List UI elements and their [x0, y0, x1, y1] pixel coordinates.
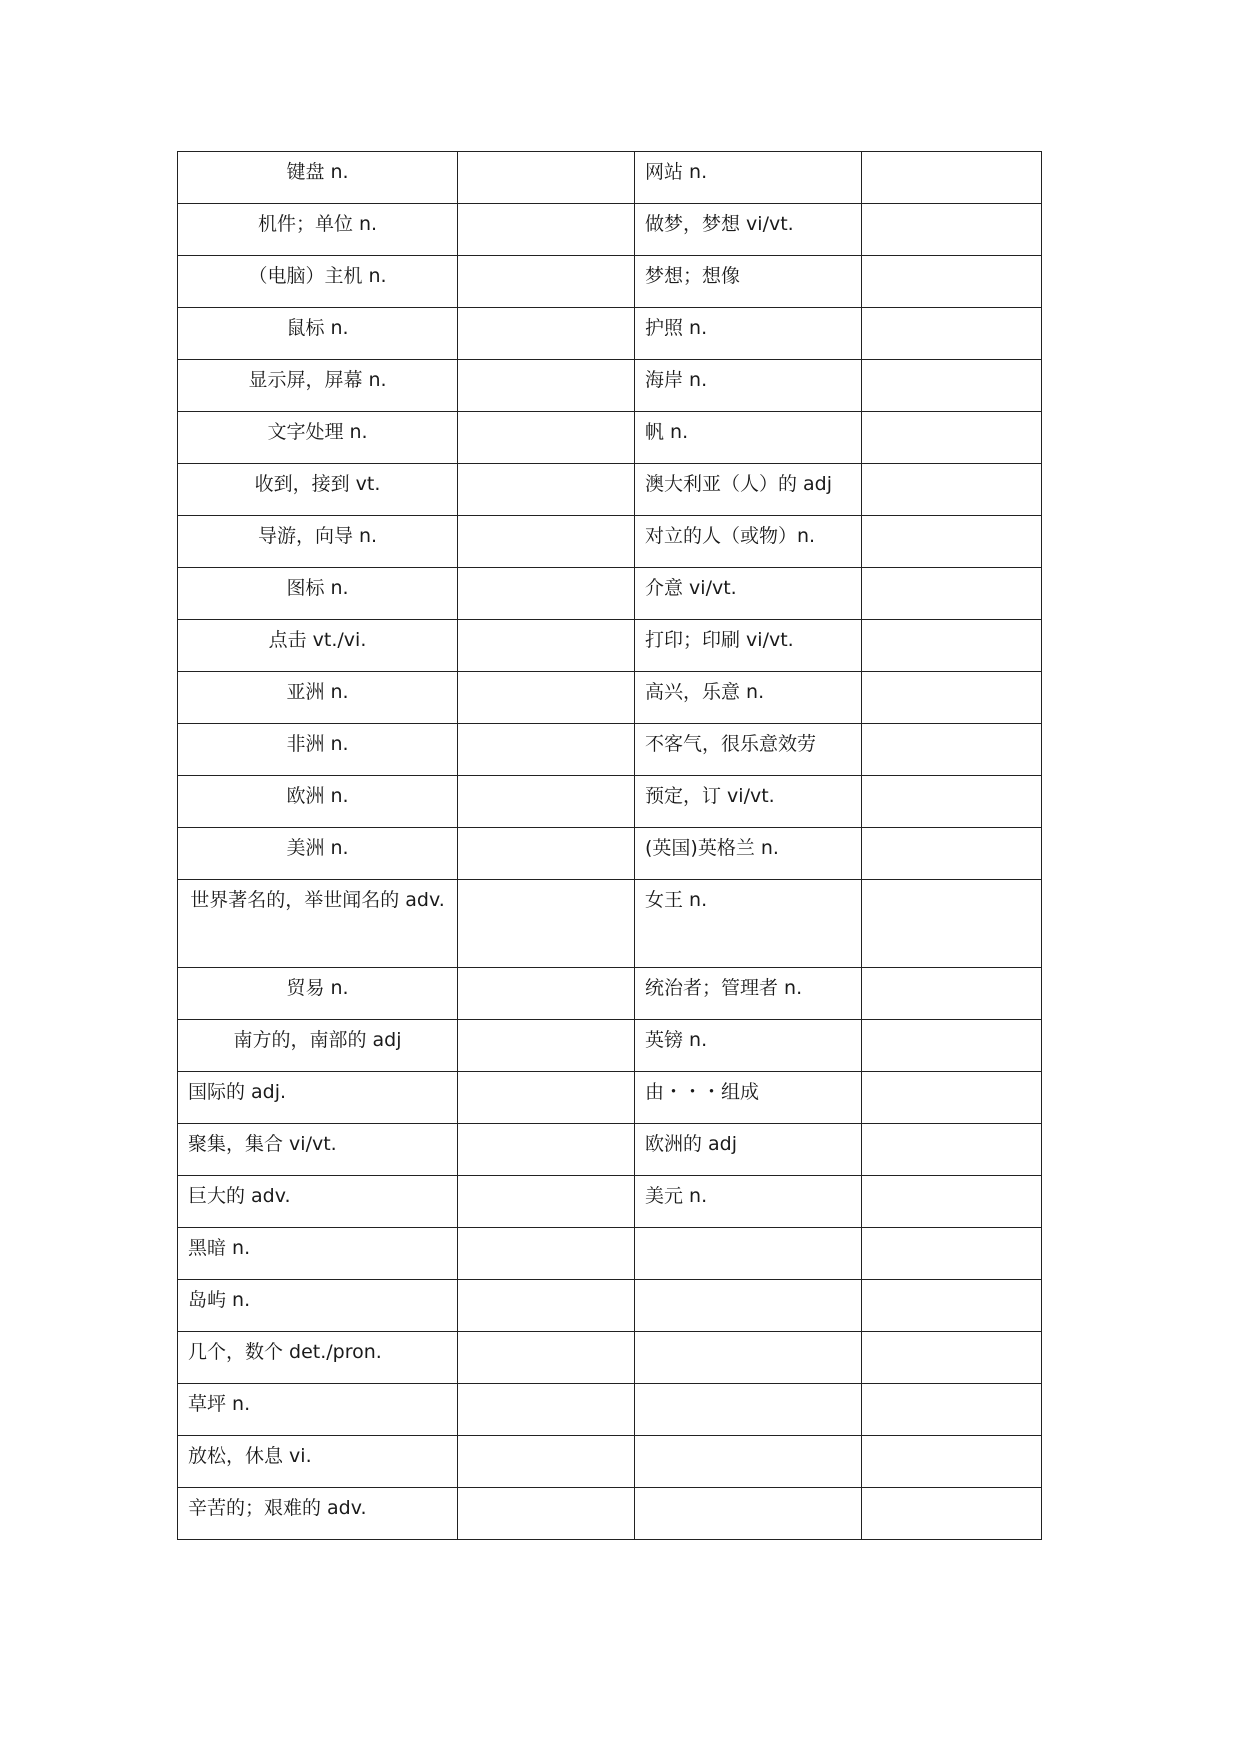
answer-cell[interactable] [862, 1488, 1042, 1540]
chinese-term-cell: 岛屿 n. [178, 1280, 458, 1332]
chinese-term-cell: 由・・・组成 [635, 1072, 862, 1124]
chinese-term-cell: 鼠标 n. [178, 308, 458, 360]
chinese-term-cell: 护照 n. [635, 308, 862, 360]
answer-cell[interactable] [458, 204, 635, 256]
answer-cell[interactable] [862, 360, 1042, 412]
answer-cell[interactable] [862, 828, 1042, 880]
answer-cell[interactable] [458, 1488, 635, 1540]
chinese-term-cell: 欧洲的 adj [635, 1124, 862, 1176]
table-row [178, 412, 1042, 464]
answer-cell[interactable] [458, 464, 635, 516]
table-row [178, 1020, 1042, 1072]
chinese-term-cell: 草坪 n. [178, 1384, 458, 1436]
answer-cell[interactable] [862, 724, 1042, 776]
empty-term-cell [635, 1280, 862, 1332]
answer-cell[interactable] [862, 1384, 1042, 1436]
chinese-term-cell: 黑暗 n. [178, 1228, 458, 1280]
chinese-term-cell: 统治者；管理者 n. [635, 968, 862, 1020]
table-row [178, 672, 1042, 724]
chinese-term-cell: 亚洲 n. [178, 672, 458, 724]
answer-cell[interactable] [458, 776, 635, 828]
table-row [178, 1384, 1042, 1436]
answer-cell[interactable] [862, 204, 1042, 256]
answer-cell[interactable] [458, 1020, 635, 1072]
table-row [178, 464, 1042, 516]
answer-cell[interactable] [458, 672, 635, 724]
answer-cell[interactable] [862, 1436, 1042, 1488]
empty-term-cell [635, 1384, 862, 1436]
answer-cell[interactable] [862, 1124, 1042, 1176]
table-row [178, 1072, 1042, 1124]
answer-cell[interactable] [458, 724, 635, 776]
table-row [178, 308, 1042, 360]
answer-cell[interactable] [458, 1332, 635, 1384]
chinese-term-cell: 辛苦的；艰难的 adv. [178, 1488, 458, 1540]
table-row [178, 1176, 1042, 1228]
chinese-term-cell: 国际的 adj. [178, 1072, 458, 1124]
table-row [178, 152, 1042, 204]
answer-cell[interactable] [862, 1228, 1042, 1280]
answer-cell[interactable] [458, 968, 635, 1020]
answer-cell[interactable] [458, 1072, 635, 1124]
answer-cell[interactable] [862, 256, 1042, 308]
answer-cell[interactable] [862, 1020, 1042, 1072]
answer-cell[interactable] [458, 568, 635, 620]
table-row [178, 828, 1042, 880]
chinese-term-cell: (英国)英格兰 n. [635, 828, 862, 880]
answer-cell[interactable] [458, 1228, 635, 1280]
answer-cell[interactable] [862, 776, 1042, 828]
chinese-term-cell: 世界著名的，举世闻名的 adv. [178, 880, 458, 968]
answer-cell[interactable] [458, 412, 635, 464]
chinese-term-cell: 键盘 n. [178, 152, 458, 204]
chinese-term-cell: 欧洲 n. [178, 776, 458, 828]
answer-cell[interactable] [458, 152, 635, 204]
answer-cell[interactable] [458, 620, 635, 672]
answer-cell[interactable] [862, 1332, 1042, 1384]
answer-cell[interactable] [458, 1384, 635, 1436]
empty-term-cell [635, 1488, 862, 1540]
chinese-term-cell: 显示屏，屏幕 n. [178, 360, 458, 412]
table-row [178, 1228, 1042, 1280]
table-row [178, 1280, 1042, 1332]
answer-cell[interactable] [862, 968, 1042, 1020]
chinese-term-cell: 美元 n. [635, 1176, 862, 1228]
table-row [178, 1332, 1042, 1384]
answer-cell[interactable] [862, 568, 1042, 620]
empty-term-cell [635, 1228, 862, 1280]
table-row [178, 568, 1042, 620]
answer-cell[interactable] [458, 1176, 635, 1228]
chinese-term-cell: 巨大的 adv. [178, 1176, 458, 1228]
chinese-term-cell: 做梦，梦想 vi/vt. [635, 204, 862, 256]
answer-cell[interactable] [862, 516, 1042, 568]
answer-cell[interactable] [458, 256, 635, 308]
table-row [178, 360, 1042, 412]
table-row [178, 968, 1042, 1020]
answer-cell[interactable] [458, 828, 635, 880]
answer-cell[interactable] [862, 1280, 1042, 1332]
chinese-term-cell: 对立的人（或物）n. [635, 516, 862, 568]
chinese-term-cell: 放松，休息 vi. [178, 1436, 458, 1488]
chinese-term-cell: （电脑）主机 n. [178, 256, 458, 308]
chinese-term-cell: 海岸 n. [635, 360, 862, 412]
chinese-term-cell: 女王 n. [635, 880, 862, 968]
chinese-term-cell: 导游，向导 n. [178, 516, 458, 568]
table-row [178, 1124, 1042, 1176]
chinese-term-cell: 聚集，集合 vi/vt. [178, 1124, 458, 1176]
chinese-term-cell: 英镑 n. [635, 1020, 862, 1072]
answer-cell[interactable] [862, 620, 1042, 672]
chinese-term-cell: 非洲 n. [178, 724, 458, 776]
answer-cell[interactable] [458, 516, 635, 568]
table-row [178, 1436, 1042, 1488]
chinese-term-cell: 收到，接到 vt. [178, 464, 458, 516]
chinese-term-cell: 高兴，乐意 n. [635, 672, 862, 724]
chinese-term-cell: 澳大利亚（人）的 adj [635, 464, 862, 516]
empty-term-cell [635, 1436, 862, 1488]
answer-cell[interactable] [458, 1280, 635, 1332]
chinese-term-cell: 网站 n. [635, 152, 862, 204]
chinese-term-cell: 文字处理 n. [178, 412, 458, 464]
chinese-term-cell: 贸易 n. [178, 968, 458, 1020]
chinese-term-cell: 梦想；想像 [635, 256, 862, 308]
answer-cell[interactable] [862, 308, 1042, 360]
answer-cell[interactable] [862, 464, 1042, 516]
chinese-term-cell: 介意 vi/vt. [635, 568, 862, 620]
table-row [178, 256, 1042, 308]
answer-cell[interactable] [862, 672, 1042, 724]
chinese-term-cell: 南方的，南部的 adj [178, 1020, 458, 1072]
empty-term-cell [635, 1332, 862, 1384]
answer-cell[interactable] [458, 880, 635, 968]
answer-cell[interactable] [862, 152, 1042, 204]
table-row [178, 620, 1042, 672]
chinese-term-cell: 帆 n. [635, 412, 862, 464]
chinese-term-cell: 几个，数个 det./pron. [178, 1332, 458, 1384]
table-row [178, 1488, 1042, 1540]
answer-cell[interactable] [458, 308, 635, 360]
table-row [178, 204, 1042, 256]
table-row [178, 880, 1042, 968]
answer-cell[interactable] [458, 360, 635, 412]
chinese-term-cell: 不客气，很乐意效劳 [635, 724, 862, 776]
chinese-term-cell: 点击 vt./vi. [178, 620, 458, 672]
chinese-term-cell: 打印；印刷 vi/vt. [635, 620, 862, 672]
chinese-term-cell: 美洲 n. [178, 828, 458, 880]
answer-cell[interactable] [862, 880, 1042, 968]
chinese-term-cell: 图标 n. [178, 568, 458, 620]
table-row [178, 516, 1042, 568]
table-row [178, 724, 1042, 776]
answer-cell[interactable] [458, 1124, 635, 1176]
chinese-term-cell: 预定，订 vi/vt. [635, 776, 862, 828]
answer-cell[interactable] [458, 1436, 635, 1488]
answer-cell[interactable] [862, 412, 1042, 464]
vocabulary-table-body [178, 152, 1042, 1540]
vocabulary-table [177, 151, 1042, 1540]
table-row [178, 776, 1042, 828]
answer-cell[interactable] [862, 1176, 1042, 1228]
answer-cell[interactable] [862, 1072, 1042, 1124]
chinese-term-cell: 机件；单位 n. [178, 204, 458, 256]
